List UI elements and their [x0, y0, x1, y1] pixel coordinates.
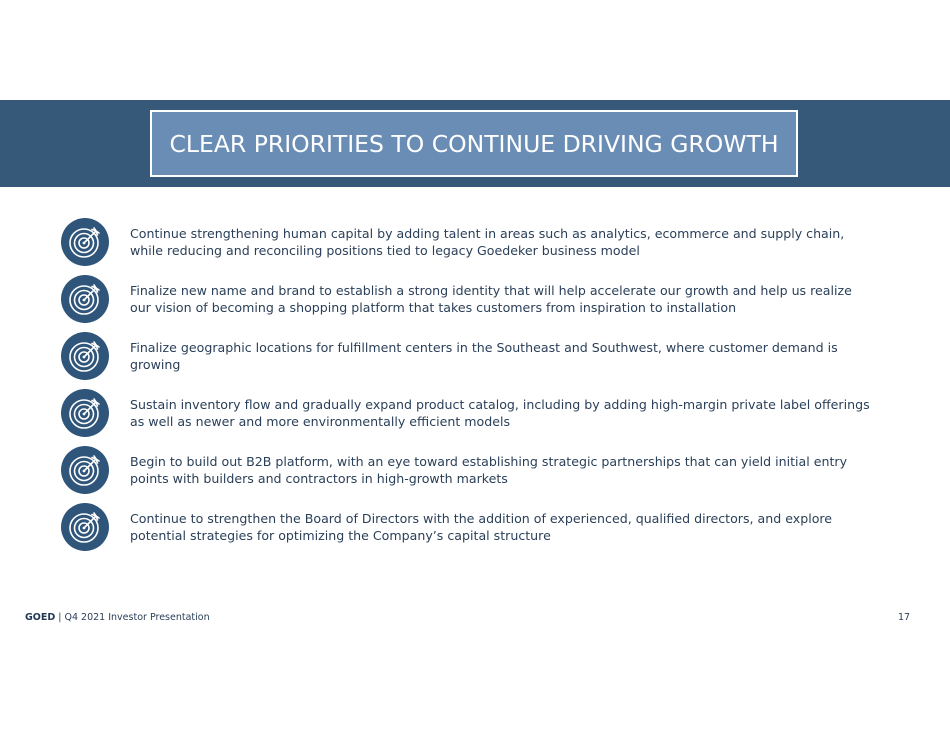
footer-separator: | [55, 612, 65, 623]
page-number: 17 [898, 612, 911, 623]
page-title: CLEAR PRIORITIES TO CONTINUE DRIVING GROWTH [169, 129, 779, 158]
footer-caption [25, 612, 210, 623]
priority-item [61, 332, 881, 380]
priority-item [61, 275, 881, 323]
footer-brand: GOED [25, 612, 56, 623]
target-arrow-icon [61, 218, 109, 266]
priority-text: Continue strengthening human capital by adding talent in areas such as analytics, ecommerce and supply chain, while reducing and reconciling positions tied to legacy Goedeker business model [130, 226, 845, 258]
priority-item [61, 446, 881, 494]
title-box [150, 110, 798, 177]
target-arrow-icon [61, 389, 109, 437]
target-arrow-icon [61, 332, 109, 380]
priority-item [61, 218, 881, 266]
priority-text: Sustain inventory flow and gradually expand product catalog, including by adding high-margin private label offerings as well as newer and more environmentally efficient models [130, 397, 870, 429]
target-arrow-icon [61, 503, 109, 551]
priority-item [61, 503, 881, 551]
priority-text: Begin to build out B2B platform, with an eye toward establishing strategic partnerships that can yield initial entry points with builders and contractors in high-growth markets [130, 454, 848, 486]
target-arrow-icon [61, 275, 109, 323]
priority-item [61, 389, 881, 437]
target-arrow-icon [61, 446, 109, 494]
priority-text: Finalize geographic locations for fulfillment centers in the Southeast and Southwest, where customer demand is growing [130, 340, 838, 372]
title-banner [0, 100, 950, 187]
footer-presentation-title: Q4 2021 Investor Presentation [64, 612, 210, 623]
priority-text: Finalize new name and brand to establish a strong identity that will help accelerate our growth and help us realize our vision of becoming a shopping platform that takes customers from inspiration to installation [130, 283, 852, 315]
priority-text: Continue to strengthen the Board of Directors with the addition of experienced, qualified directors, and explore potential strategies for optimizing the Company’s capital structure [130, 511, 833, 543]
